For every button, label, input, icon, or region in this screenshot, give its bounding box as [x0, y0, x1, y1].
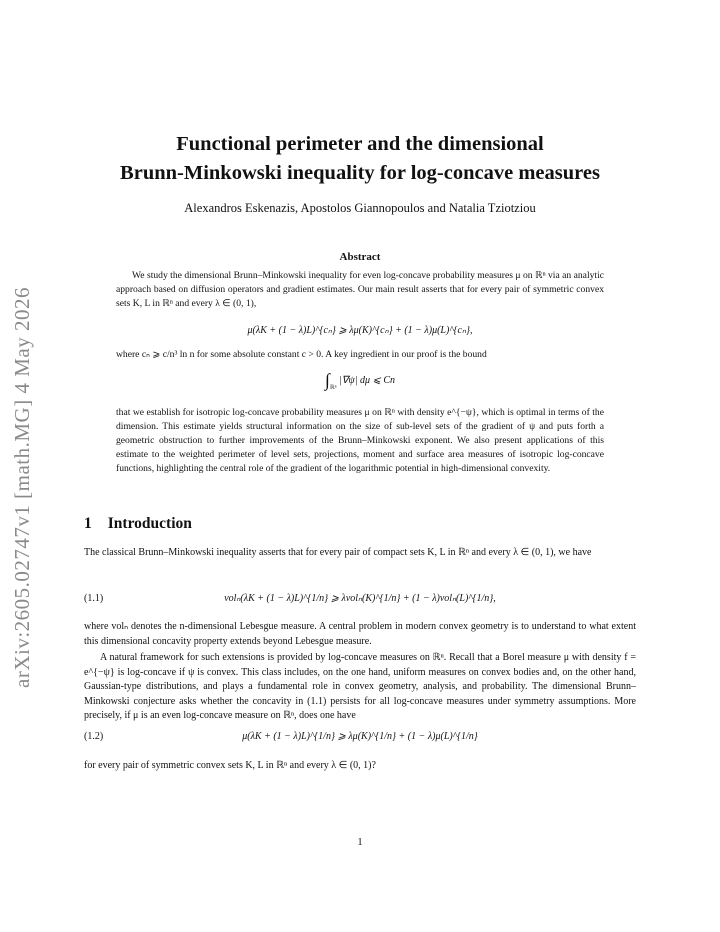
- equation-1-2: [84, 731, 636, 742]
- abstract-paragraph-3: that we establish for isotropic log-concave probability measures μ on ℝⁿ with density e^{−ψ}, which is optimal in terms of the dimension. This estimate yields structural information on the size of sub-level sets of the gradient of ψ and puts forth a geometric obstruction to further improvements of the Brunn–Minkowski exponent. We also present applications of this estimate to the weighted perimeter of level sets, projections, moment and surface area measures of isotropic log-concave functions, highlighting the central role of the gradient of the logarithmic potential in high-dimensional convexity.: [116, 407, 604, 474]
- equation-tag: (1.1): [84, 593, 104, 604]
- equation-formula: μ(λK + (1 − λ)L)^{1/n} ⩾ λμ(K)^{1/n} + (1 − λ)μ(L)^{1/n}: [242, 731, 478, 742]
- equation-formula: volₙ(λK + (1 − λ)L)^{1/n} ⩾ λvolₙ(K)^{1/n} + (1 − λ)volₙ(L)^{1/n},: [224, 593, 496, 604]
- author-list: Alexandros Eskenazis, Apostolos Giannopoulos and Natalia Tziotziou: [184, 201, 536, 215]
- integral-expression: |∇ψ| dμ ⩽ Cn: [339, 374, 396, 386]
- abstract-paragraph-2: where cₙ ⩾ c/n³ ln n for some absolute constant c > 0. A key ingredient in our proof is the bound: [116, 349, 487, 360]
- integral-symbol: ∫: [324, 370, 330, 390]
- integral-domain: ℝⁿ: [329, 384, 337, 391]
- abstract-paragraph-1: We study the dimensional Brunn–Minkowski inequality for even log-concave probability measures μ on ℝⁿ via an analytic approach based on diffusion operators and gradient estimates. Our main result asserts that for every pair of symmetric convex sets K, L in ℝⁿ and every λ ∈ (0, 1),: [116, 270, 604, 309]
- intro-paragraph-1: The classical Brunn–Minkowski inequality asserts that for every pair of compact sets K, L in ℝⁿ and every λ ∈ (0, 1), we have: [84, 547, 592, 558]
- page-number: 1: [357, 837, 363, 848]
- section-heading-introduction: [84, 515, 192, 533]
- paper-title: [84, 130, 636, 188]
- equation-tag: (1.2): [84, 731, 104, 742]
- abstract-heading: Abstract: [339, 251, 381, 263]
- intro-paragraph-4: for every pair of symmetric convex sets K, L in ℝⁿ and every λ ∈ (0, 1)?: [84, 760, 376, 771]
- intro-paragraph-3: A natural framework for such extensions is provided by log-concave measures on ℝⁿ. Recall that a Borel measure μ with density f = e^{−ψ} is log-concave if ψ is convex. This class includes, on the one hand, uniform measures on convex bodies and, on the other hand, Gaussian-type distributions, and plays a fundamental role in convex geometry, analysis, and probability. The dimensional Brunn–Minkowski conjecture asks whether the concavity in (1.1) persists for all log-concave measures under symmetry assumptions. More precisely, if μ is an even log-concave measure on ℝⁿ, does one have: [84, 652, 636, 721]
- intro-paragraph-2: where volₙ denotes the n-dimensional Lebesgue measure. A central problem in modern convex geometry is to understand to what extent this dimensional concavity property extends beyond Lebesgue measure.: [84, 621, 636, 647]
- section-title: Introduction: [107, 515, 192, 532]
- equation-1-1: [84, 593, 636, 604]
- title-line-1: Functional perimeter and the dimensional: [176, 133, 544, 155]
- title-line-2: Brunn-Minkowski inequality for log-concave measures: [120, 162, 600, 184]
- section-number: 1: [84, 515, 92, 532]
- abstract-equation-1: μ(λK + (1 − λ)L)^{cₙ} ⩾ λμ(K)^{cₙ} + (1 − λ)μ(L)^{cₙ},: [247, 325, 473, 336]
- abstract-equation-2: [116, 370, 604, 391]
- arxiv-identifier-stamp: arXiv:2605.02747v1 [math.MG] 4 May 2026: [10, 287, 34, 688]
